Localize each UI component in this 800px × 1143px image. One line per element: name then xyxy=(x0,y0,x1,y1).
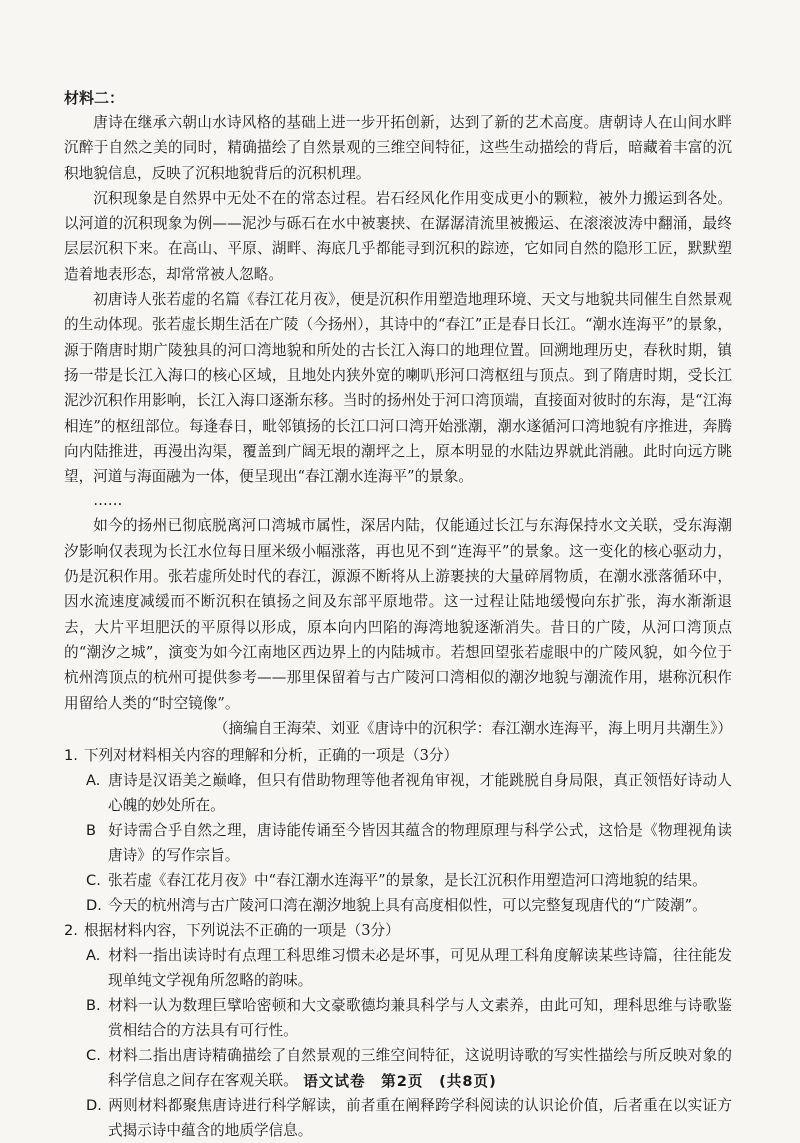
option-text: 材料二指出唐诗精确描绘了自然景观的三维空间特征，这说明诗歌的写实性描绘与所反映对象的科学信息之间存在客观关联。 xyxy=(108,1046,732,1089)
option-letter: C. xyxy=(86,1046,101,1064)
option-letter: A. xyxy=(86,946,101,964)
page-footer: 语文试卷 第2页 (共8页) xyxy=(303,1073,497,1090)
question-2 xyxy=(64,918,732,1143)
option-letter: D. xyxy=(86,1096,102,1114)
option-a[interactable] xyxy=(64,943,732,993)
option-letter: D. xyxy=(86,896,102,914)
paragraph-3: 初唐诗人张若虚的名篇《春江花月夜》，便是沉积作用塑造地理环境、天文与地貌共同催生自然景观的生动体现。张若虚长期生活在广陵（今扬州），其诗中的“春江”正是春日长江。“潮水连海平”的景象，源于隋唐时期广陵独具的河口湾地貌和所处的古长江入海口的地理位置。回溯地理历史，春秋时期，镇扬一带是长江入海口的核心区域，且地处内狭外宽的喇叭形河口湾枢纽与顶点。到了隋唐时期，受长江泥沙沉积作用影响，长江入海口逐渐东移。当时的扬州处于河口湾顶端，直接面对彼时的东海，是“江海相连”的枢纽部位。每逢春日，毗邻镇扬的长江口河口湾开始涨潮，潮水遂循河口湾地貌有序推进，奔腾向内陆推进，再漫出沟渠，覆盖到广阔无垠的潮坪之上，原本明显的水陆边界就此消融。此时向远方眺望，河道与海面融为一体，便呈现出“春江潮水连海平”的景象。 xyxy=(64,291,732,486)
option-letter: A. xyxy=(86,771,101,789)
option-c[interactable] xyxy=(64,868,732,893)
option-text: 材料一认为数理巨擘哈密顿和大文豪歌德均兼具科学与人文素养，由此可知，理科思维与诗歌鉴赏相结合的方法具有可行性。 xyxy=(108,996,732,1039)
question-number: 1. xyxy=(64,746,78,764)
option-d[interactable] xyxy=(64,1093,732,1143)
question-text: 根据材料内容，下列说法不正确的一项是（3分） xyxy=(83,921,400,939)
option-letter: C. xyxy=(86,871,101,889)
option-text: 材料一指出读诗时有点理工科思维习惯未必是坏事，可见从理工科角度解读某些诗篇，往往能发现单纯文学视角所忽略的韵味。 xyxy=(108,946,732,989)
option-a[interactable] xyxy=(64,768,732,818)
option-letter: B. xyxy=(86,996,101,1014)
ellipsis: …… xyxy=(93,492,123,510)
question-number: 2. xyxy=(64,921,78,939)
option-text: 唐诗是汉语美之巅峰，但只有借助物理等他者视角审视，才能跳脱自身局限，真正领悟好诗动人心魄的妙处所在。 xyxy=(108,771,732,814)
paragraph-1: 唐诗在继承六朝山水诗风格的基础上进一步开拓创新，达到了新的艺术高度。唐朝诗人在山间水畔沉醉于自然之美的同时，精确描绘了自然景观的三维空间特征，这些生动描绘的背后，暗藏着丰富的沉积地貌信息，反映了沉积地貌背后的沉积机理。 xyxy=(64,114,732,182)
option-text: 好诗需合乎自然之理，唐诗能传诵至今皆因其蕴含的物理原理与科学公式，这恰是《物理视角读唐诗》的写作宗旨。 xyxy=(108,821,732,864)
option-b[interactable] xyxy=(64,818,732,868)
section-title: 材料二： xyxy=(64,89,125,107)
option-text: 两则材料都聚焦唐诗进行科学解读，前者重在阐释跨学科阅读的认识论价值，后者重在以实证方式揭示诗中蕴含的地质学信息。 xyxy=(108,1096,732,1139)
paragraph-2: 沉积现象是自然界中无处不在的常态过程。岩石经风化作用变成更小的颗粒，被外力搬运到各处。以河道的沉积现象为例——泥沙与砾石在水中被裹挟、在潺潺清流里被搬运、在滚滚波涛中翻涌，最终层层沉积下来。在高山、平原、湖畔、海底几乎都能寻到沉积的踪迹，它如同自然的隐形工匠，默默塑造着地表形态，却常常被人忽略。 xyxy=(64,189,732,283)
source-citation: （摘编自王海荣、刘亚《唐诗中的沉积学：春江潮水连海平，海上明月共潮生》） xyxy=(213,719,732,737)
option-letter: B xyxy=(86,821,97,839)
option-text: 今天的杭州湾与古广陵河口湾在潮汐地貌上具有高度相似性，可以完整复现唐代的“广陵潮”。 xyxy=(108,896,707,914)
question-stem xyxy=(64,918,732,943)
option-d[interactable] xyxy=(64,893,732,918)
paragraph-4: 如今的扬州已彻底脱离河口湾城市属性，深居内陆，仅能通过长江与东海保持水文关联，受东海潮汐影响仅表现为长江水位每日厘米级小幅涨落，再也见不到“连海平”的景象。这一变化的核心驱动力，仍是沉积作用。张若虚所处时代的春江，源源不断将从上游裹挟的大量碎屑物质，在潮水涨落循环中，因水流速度减缓而不断沉积在镇扬之间及东部平原地带。这一过程让陆地缓慢向东扩张，海水渐渐退去，大片平坦肥沃的平原得以形成，原本向内凹陷的海湾地貌逐渐消失。昔日的广陵，从河口湾顶点的“潮汐之城”，演变为如今江南地区西边界上的内陆城市。若想回望张若虚眼中的广陵风貌，如今位于杭州湾顶点的杭州可提供参考——那里保留着与古广陵河口湾相似的潮汐地貌与潮流作用，堪称沉积作用留给人类的“时空镜像”。 xyxy=(64,517,732,712)
question-text: 下列对材料相关内容的理解和分析，正确的一项是（3分） xyxy=(83,746,459,764)
option-b[interactable] xyxy=(64,993,732,1043)
question-stem xyxy=(64,743,732,768)
question-1 xyxy=(64,743,732,918)
option-text: 张若虚《春江花月夜》中“春江潮水连海平”的景象，是长江沉积作用塑造河口湾地貌的结果。 xyxy=(108,871,707,889)
